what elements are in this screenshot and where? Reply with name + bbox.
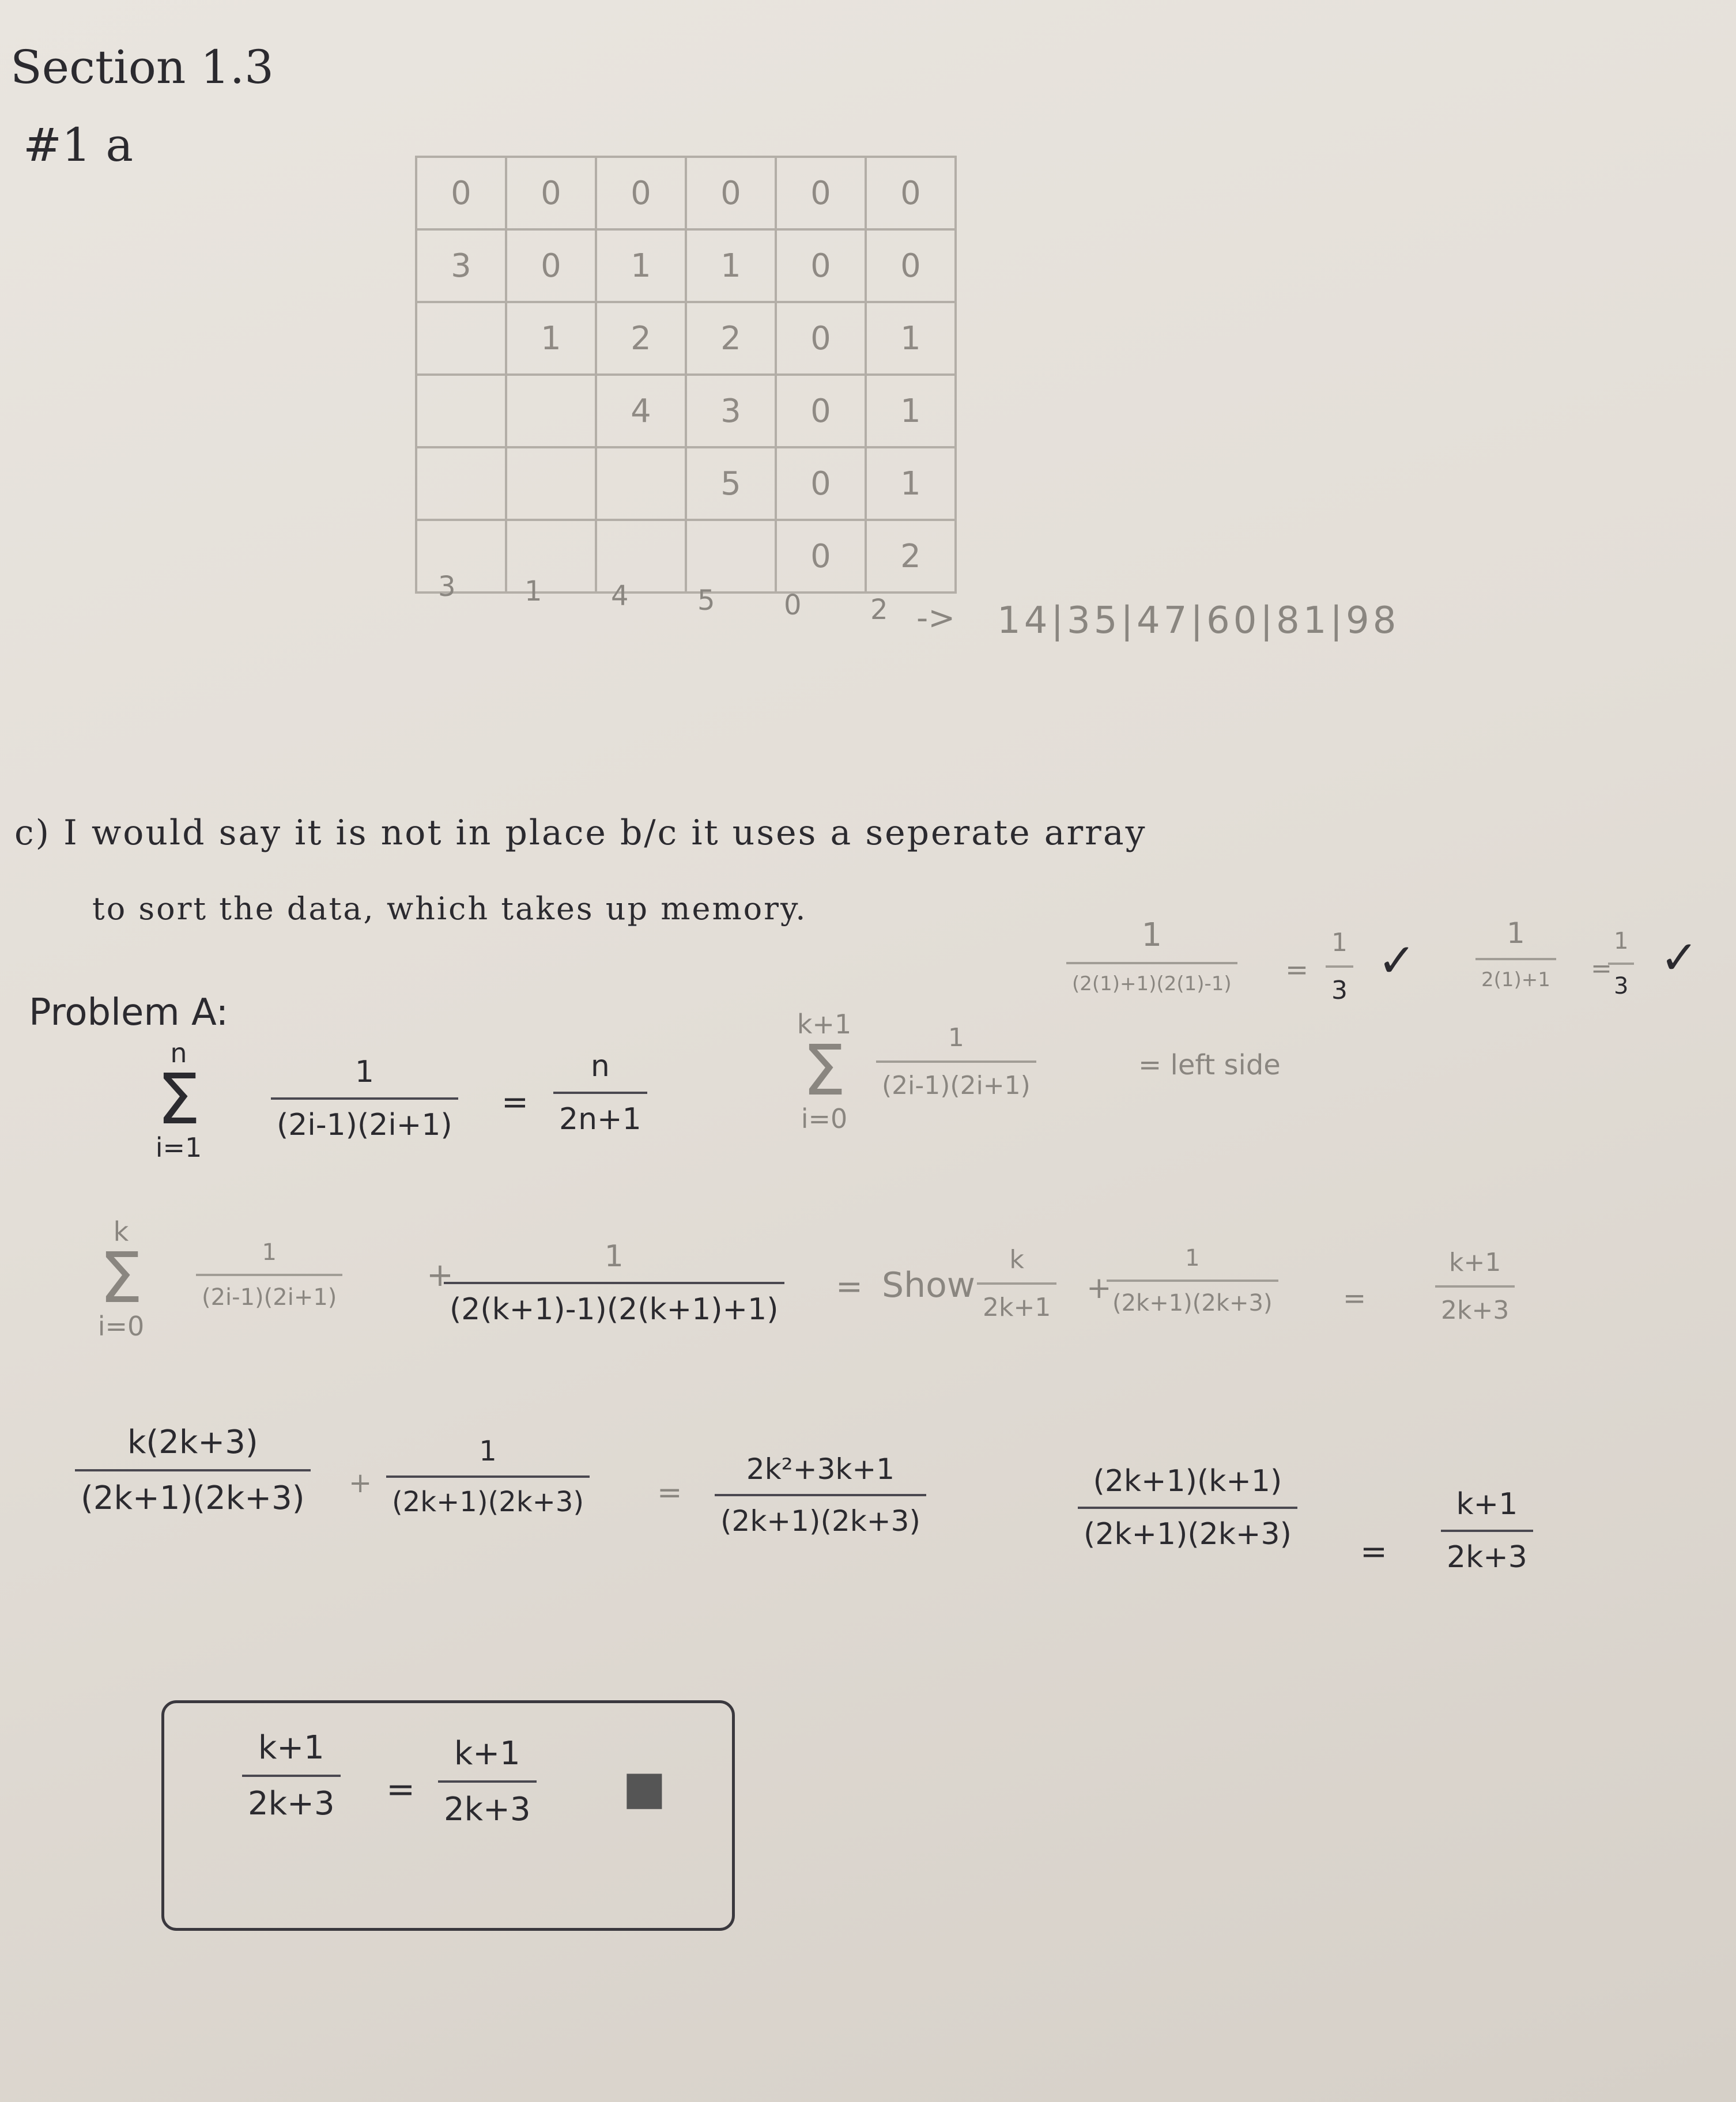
table-cell: [416, 375, 506, 447]
table-cell: 1: [866, 375, 956, 447]
bottom-row-value: 3: [438, 571, 456, 603]
table-cell: 0: [776, 157, 866, 229]
denominator: (2i-1)(2i+1): [271, 1097, 458, 1142]
step1-show-label: Show: [882, 1265, 975, 1305]
numerator: n: [590, 1049, 610, 1084]
numerator: 1: [1614, 928, 1629, 954]
part-c-line-1: c) I would say it is not in place b/c it uses a seperate array: [14, 813, 1147, 853]
sigma-symbol: Σ: [802, 1031, 846, 1111]
step1-term-1: [196, 1239, 342, 1311]
table-cell: 1: [506, 302, 596, 375]
numerator: 1: [1507, 916, 1525, 950]
numerator: k(2k+3): [127, 1424, 258, 1461]
arrow: ->: [916, 599, 956, 637]
main-summand: [271, 1055, 458, 1142]
step2-plus: +: [349, 1467, 372, 1499]
left-side-summand: [876, 1023, 1036, 1100]
denominator: (2k+1)(2k+3): [715, 1494, 926, 1538]
problem-number: #1 a: [23, 118, 134, 172]
bottom-row-value: 4: [611, 580, 629, 612]
base-value: [1326, 928, 1353, 1005]
denominator: 2k+3: [242, 1775, 341, 1822]
equals-sign: =: [501, 1084, 529, 1121]
table-cell: 1: [866, 302, 956, 375]
denominator: (2(1)+1)(2(1)-1): [1066, 962, 1237, 995]
table-cell: 0: [776, 447, 866, 520]
sum-lower-limit: i=0: [97, 1311, 145, 1342]
numerator: (2k+1)(k+1): [1093, 1464, 1282, 1499]
table-cell: 0: [776, 229, 866, 302]
sorted-array: 14|35|47|60|81|98: [997, 599, 1400, 642]
table-cell: [596, 447, 686, 520]
step2-term-c: [715, 1452, 926, 1538]
table-cell: [506, 447, 596, 520]
step1-equals-2: =: [1343, 1282, 1367, 1315]
numerator: k+1: [454, 1735, 520, 1772]
table-cell: 0: [596, 157, 686, 229]
table-cell: 2: [866, 520, 956, 593]
table-cell: 2: [596, 302, 686, 375]
table-cell: 2: [686, 302, 776, 375]
table-cell: 0: [776, 302, 866, 375]
sigma-symbol: Σ: [99, 1239, 143, 1319]
table-cell: [416, 302, 506, 375]
table-cell: 0: [506, 229, 596, 302]
qed-symbol: ■: [622, 1761, 666, 1814]
section-heading: Section 1.3: [10, 40, 274, 94]
denominator: (2k+1)(2k+3): [386, 1475, 590, 1518]
step2-term-b: [386, 1435, 590, 1518]
step1-term-3: [977, 1245, 1056, 1322]
numerator: k+1: [258, 1729, 324, 1767]
numerator: 1: [479, 1435, 497, 1467]
numerator: 2k²+3k+1: [746, 1452, 895, 1486]
numerator: k+1: [1456, 1487, 1518, 1522]
final-right: [438, 1735, 537, 1828]
sum-lower-limit: i=0: [801, 1103, 848, 1134]
left-side-sigma: [790, 1009, 859, 1134]
step1-plus: +: [427, 1256, 454, 1294]
step1-rhs: [1435, 1248, 1515, 1325]
denominator: (2(k+1)-1)(2(k+1)+1): [444, 1282, 784, 1327]
base-rhs-equals: =: [1591, 954, 1612, 983]
denominator: 2k+3: [438, 1780, 537, 1828]
table-cell: 0: [866, 229, 956, 302]
problem-a-label: Problem A:: [29, 991, 229, 1034]
denominator: 2k+1: [977, 1282, 1056, 1322]
table-row: [416, 375, 956, 447]
sigma-symbol: Σ: [157, 1060, 201, 1140]
denominator: 2(1)+1: [1475, 958, 1556, 991]
table-cell: 3: [686, 375, 776, 447]
checkmark-icon: ✓: [1378, 934, 1417, 987]
table-row: [416, 302, 956, 375]
denominator: 2n+1: [553, 1092, 647, 1137]
base-case-fraction: [1066, 916, 1237, 995]
base-rhs: [1475, 916, 1556, 991]
table-cell: 4: [596, 375, 686, 447]
denominator: 3: [1326, 965, 1353, 1005]
table-cell: 0: [776, 520, 866, 593]
step2-term-d: [1078, 1464, 1297, 1552]
bottom-row-value: 0: [784, 589, 802, 621]
bottom-row-value: 5: [697, 584, 715, 617]
numerator: 1: [1331, 928, 1348, 957]
denominator: (2k+1)(2k+3): [75, 1469, 311, 1517]
final-left: [242, 1729, 341, 1822]
table-cell: 0: [416, 157, 506, 229]
merge-table: [415, 156, 957, 594]
base-rhs-value: [1608, 928, 1634, 999]
table-cell: 0: [776, 375, 866, 447]
left-side-note: = left side: [1138, 1049, 1281, 1081]
table-cell: 1: [686, 229, 776, 302]
numerator: k: [1009, 1245, 1024, 1274]
table-row: [416, 447, 956, 520]
denominator: (2i-1)(2i+1): [876, 1061, 1036, 1100]
table-row: [416, 157, 956, 229]
table-cell: 1: [596, 229, 686, 302]
bottom-row-value: 1: [524, 575, 542, 607]
table-cell: 5: [686, 447, 776, 520]
table-row: [416, 229, 956, 302]
main-sigma: [144, 1037, 213, 1163]
table-cell: 0: [506, 157, 596, 229]
bottom-row-value: 2: [870, 594, 888, 626]
denominator: (2k+1)(2k+3): [1078, 1507, 1297, 1552]
sum-upper-limit: n: [170, 1037, 187, 1069]
step1-term-2: [444, 1239, 784, 1327]
numerator: 1: [1141, 916, 1163, 954]
step2-equals: =: [657, 1475, 682, 1510]
numerator: 1: [948, 1023, 964, 1052]
step1-sigma: [86, 1216, 156, 1342]
denominator: 2k+3: [1435, 1285, 1515, 1325]
step2-term-e: [1441, 1487, 1533, 1575]
table-cell: [416, 447, 506, 520]
numerator: 1: [354, 1055, 374, 1089]
step1-plus-2: +: [1086, 1271, 1112, 1305]
checkmark-icon: ✓: [1660, 931, 1699, 984]
numerator: 1: [262, 1239, 277, 1266]
table-cell: 3: [416, 229, 506, 302]
step2-term-a: [75, 1424, 311, 1517]
table-cell: [506, 375, 596, 447]
table-cell: 1: [866, 447, 956, 520]
denominator: (2i-1)(2i+1): [196, 1274, 342, 1311]
main-rhs: [553, 1049, 647, 1137]
merge-table-bottom-row: [415, 571, 934, 626]
numerator: k+1: [1449, 1248, 1501, 1277]
sum-upper-limit: k: [113, 1216, 129, 1247]
step2-equals-2: =: [1360, 1533, 1387, 1571]
base-equals: =: [1285, 954, 1309, 986]
numerator: 1: [1185, 1245, 1200, 1271]
denominator: 2k+3: [1441, 1530, 1533, 1575]
sum-lower-limit: i=1: [155, 1132, 202, 1163]
denominator: (2k+1)(2k+3): [1107, 1280, 1278, 1316]
numerator: 1: [604, 1239, 624, 1274]
step1-term-4: [1107, 1245, 1278, 1316]
table-cell: 0: [686, 157, 776, 229]
sum-upper-limit: k+1: [797, 1009, 852, 1040]
final-equals: =: [386, 1769, 416, 1810]
table-cell: 0: [866, 157, 956, 229]
denominator: 3: [1608, 963, 1634, 999]
part-c-line-2: to sort the data, which takes up memory.: [92, 890, 807, 927]
step1-equals: =: [836, 1268, 863, 1305]
